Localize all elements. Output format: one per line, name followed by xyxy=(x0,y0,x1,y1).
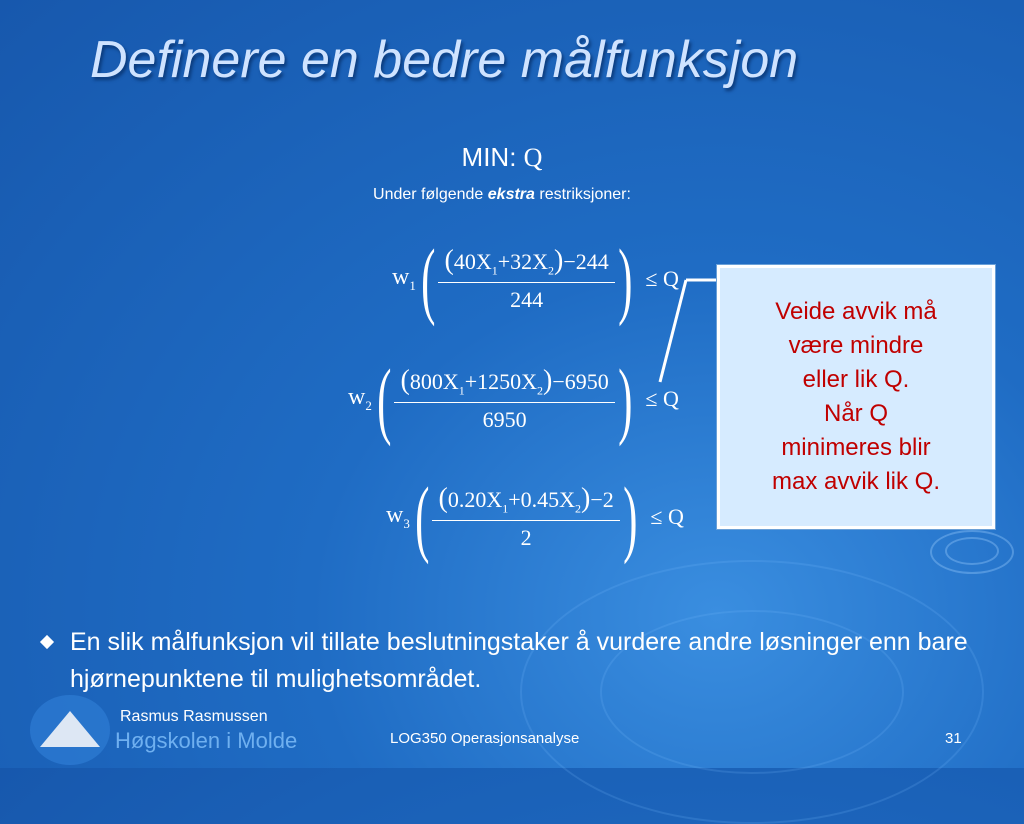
weight-symbol: $w_2$ xyxy=(348,384,372,413)
callout-line: eller lik Q. xyxy=(802,366,910,393)
constraint-rhs: ≤ Q xyxy=(650,504,684,529)
fraction-numerator: $(40X_1+32X_2)-244$ xyxy=(438,245,614,283)
constraint-equation-2 xyxy=(348,351,679,447)
weight-symbol: $w_1$ xyxy=(392,264,416,293)
slide-number: 31 xyxy=(945,730,962,747)
left-paren: ( xyxy=(415,469,430,565)
constraint-rhs: ≤ Q xyxy=(645,266,679,291)
fraction-numerator: $(0.20X_1+0.45X_2)-2$ xyxy=(432,483,619,521)
constraints-subtitle xyxy=(0,186,1004,204)
callout-line: være mindre xyxy=(788,332,924,359)
constraint-rhs: ≤ Q xyxy=(645,386,679,411)
fraction-denominator: 244 xyxy=(510,287,544,313)
callout-connector xyxy=(650,270,720,390)
callout-line: Når Q xyxy=(823,400,888,427)
background-ripple xyxy=(945,537,999,565)
fraction-numerator: $(800X_1+1250X_2)-6950$ xyxy=(394,365,614,403)
right-paren: ) xyxy=(622,469,638,565)
constraint-equation-1 xyxy=(392,231,679,327)
fraction-denominator: 2 xyxy=(520,525,532,551)
constraint-equation-3 xyxy=(386,469,684,565)
callout-line: Veide avvik må xyxy=(775,298,937,325)
fraction xyxy=(438,245,614,313)
callout-line: max avvik lik Q. xyxy=(771,468,941,495)
left-paren: ( xyxy=(421,231,436,327)
callout-box xyxy=(717,265,995,529)
bullet-point xyxy=(42,624,1010,698)
min-label: MIN: xyxy=(461,142,517,172)
subtitle-text: restriksjoner: xyxy=(534,186,631,203)
slide-title: Definere en bedre målfunksjon xyxy=(90,31,799,89)
bullet-diamond-icon xyxy=(40,635,54,649)
fraction-denominator: 6950 xyxy=(482,407,527,433)
left-paren: ( xyxy=(377,351,392,447)
school-logo xyxy=(30,695,110,765)
footer-course: LOG350 Operasjonsanalyse xyxy=(390,730,580,747)
bullet-text: En slik målfunksjon vil tillate beslutningstaker å vurdere andre løsninger enn bare hjørnepunktene til mulighetsområdet. xyxy=(70,628,968,693)
footer-author: Rasmus Rasmussen xyxy=(120,708,268,725)
subtitle-emphasis: ekstra xyxy=(487,186,535,203)
right-paren: ) xyxy=(617,231,633,327)
mountain-icon xyxy=(40,711,100,747)
subtitle-text: Under følgende xyxy=(373,186,488,203)
school-name: Høgskolen i Molde xyxy=(115,728,298,753)
objective-line xyxy=(0,142,1004,173)
weight-symbol: $w_3$ xyxy=(386,502,410,531)
callout-line: minimeres blir xyxy=(781,434,931,461)
right-paren: ) xyxy=(617,351,633,447)
fraction xyxy=(432,483,619,551)
fraction xyxy=(394,365,614,433)
min-variable: Q xyxy=(523,143,543,172)
